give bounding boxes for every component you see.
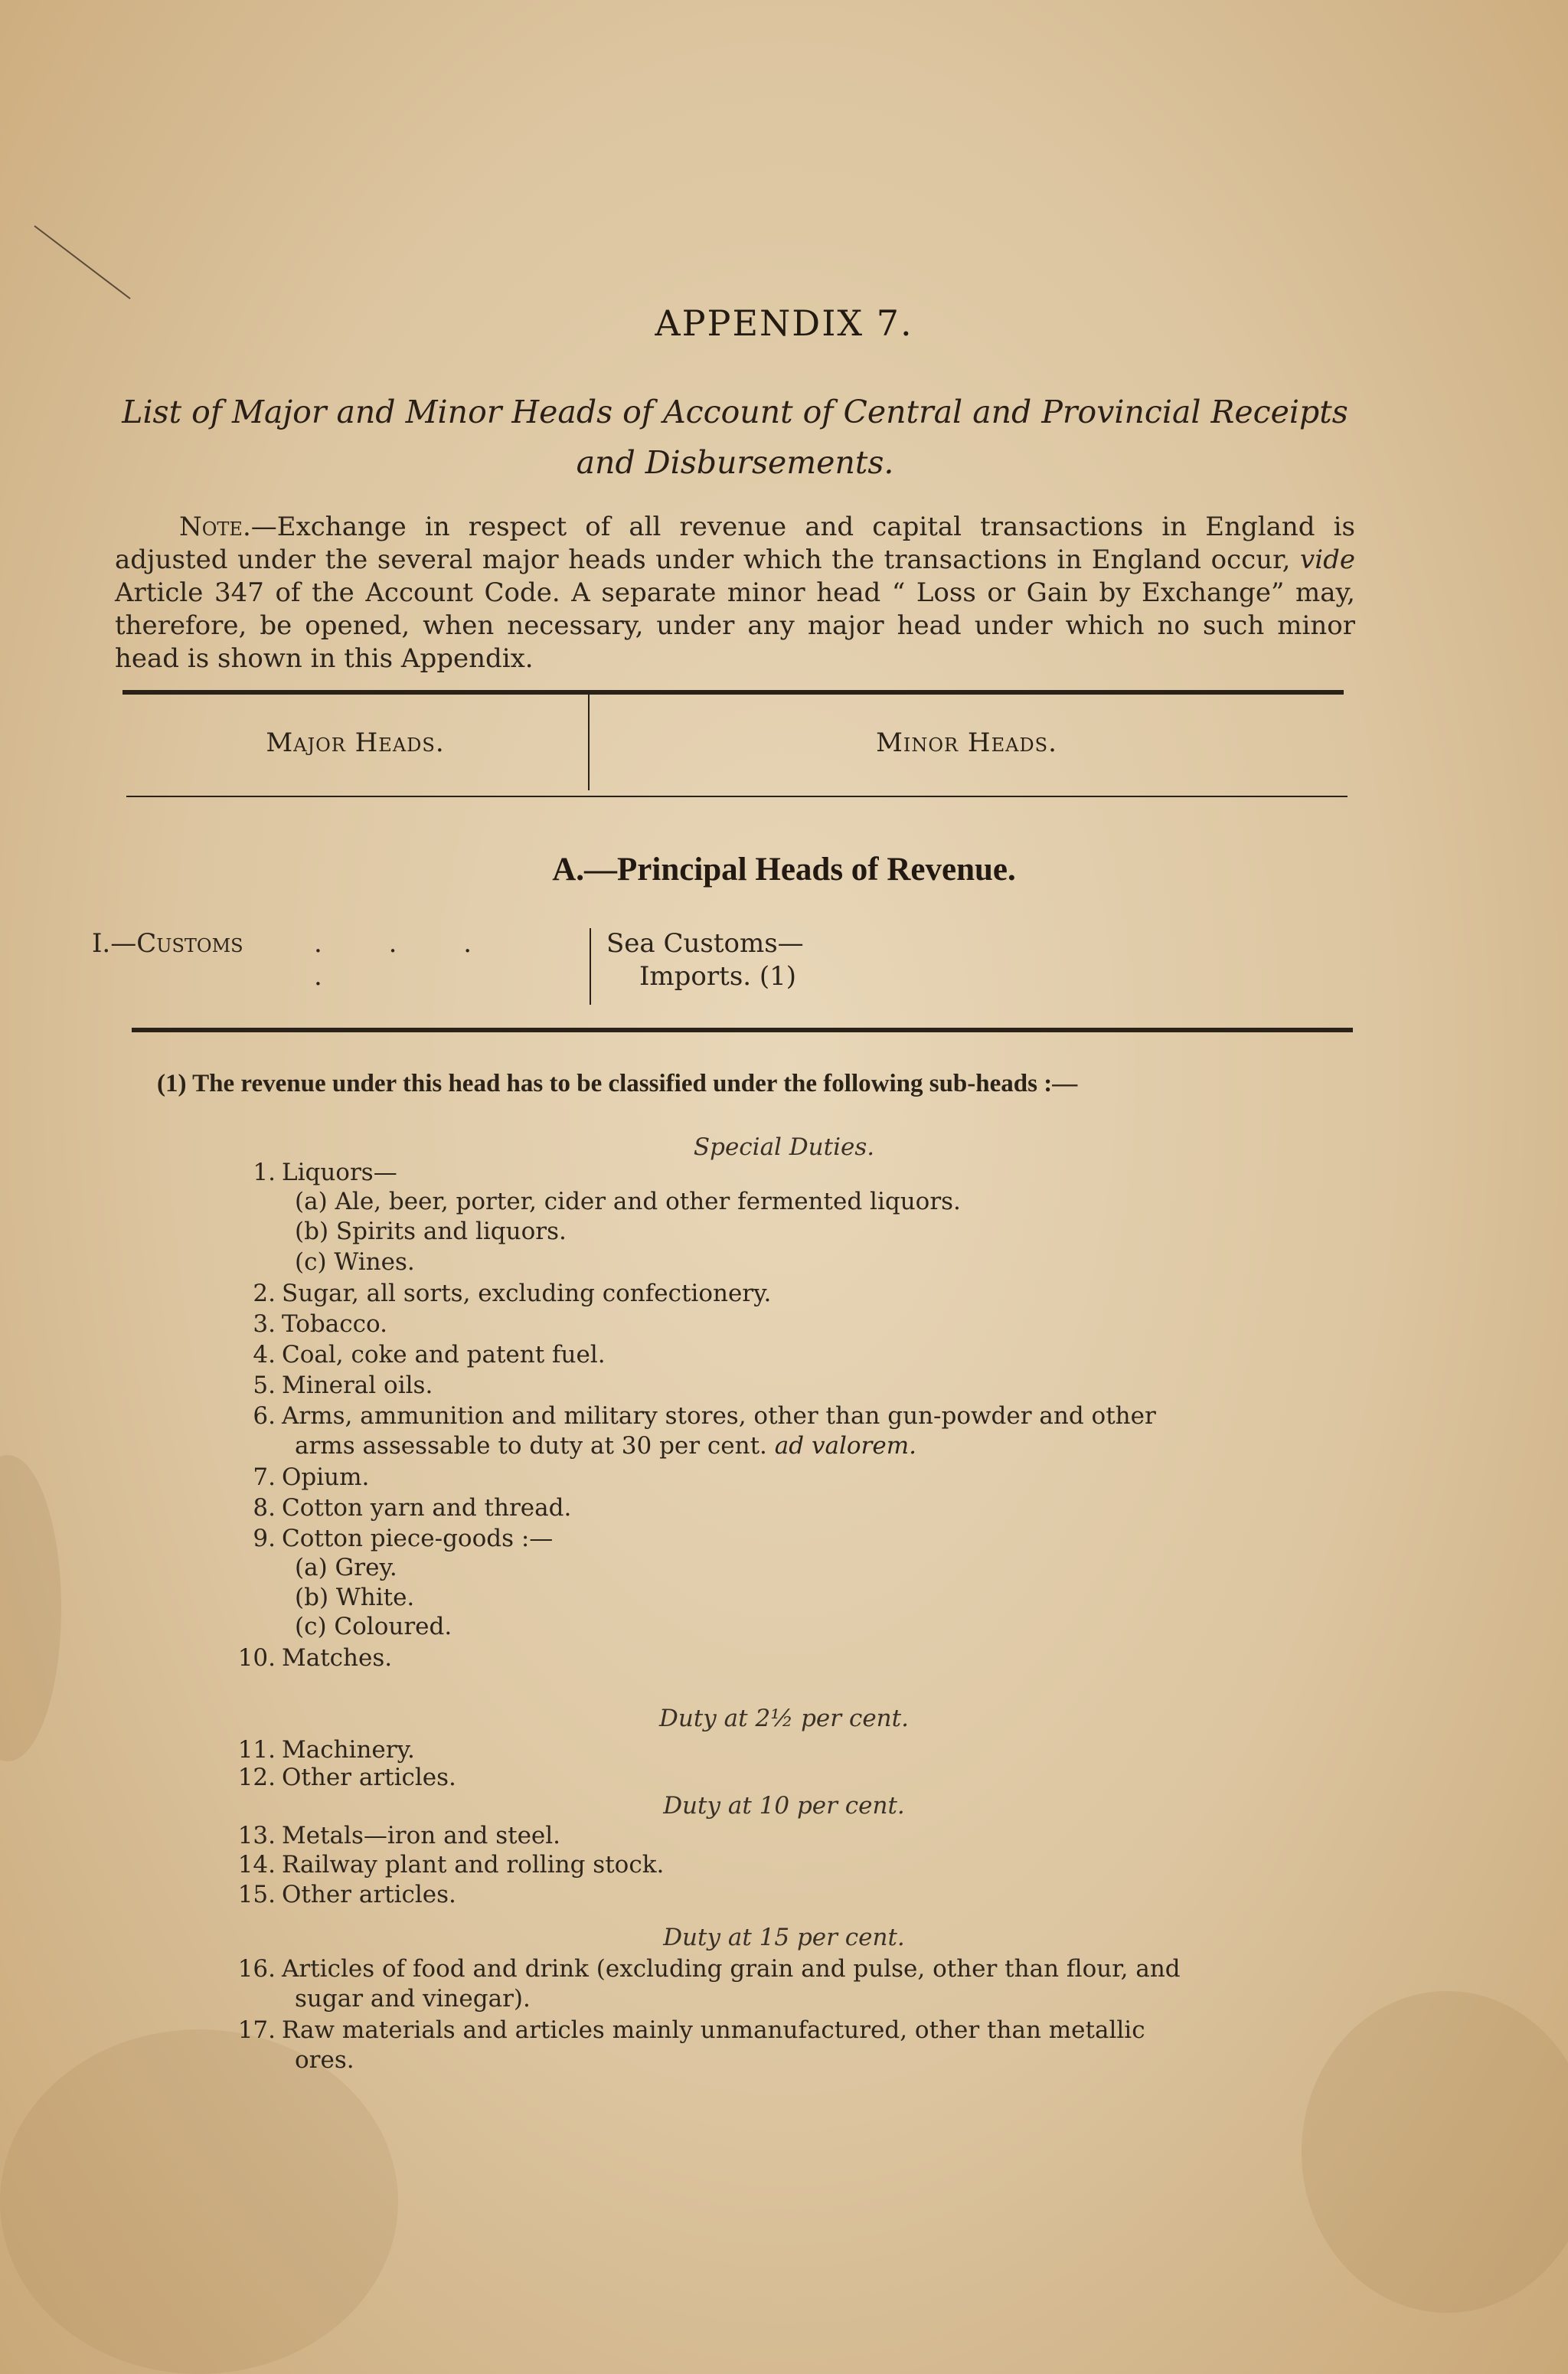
list-item-continuation: arms assessable to duty at 30 per cent. ad valorem. [295, 1432, 916, 1460]
appendix-subtitle [115, 387, 1355, 488]
subtitle-line-1: List of Major and Minor Heads of Account of Central and Provincial Receipts [122, 394, 1348, 430]
list-item: 6. Arms, ammunition and military stores, other than gun-powder and other [253, 1402, 1156, 1430]
note-text-2: Article 347 of the Account Code. A separate minor head “ Loss or Gain by Exchange” may, therefore, be opened, when necessary, under any major head under which no such minor head is shown in this Appendix. [115, 577, 1355, 674]
note-label: Note [179, 512, 243, 542]
list-item: 17. Raw materials and articles mainly unmanufactured, other than metallic [237, 2016, 1145, 2044]
subtitle-line-2: and Disbursements. [576, 444, 894, 481]
list-item: 1. Liquors— [253, 1159, 397, 1186]
list-item: 5. Mineral oils. [253, 1372, 433, 1399]
header-bottom-rule [126, 796, 1348, 797]
major-head-customs [92, 927, 567, 992]
list-item: 16. Articles of food and drink (excluding grain and pulse, other than flour, and [237, 1955, 1181, 1983]
stain [0, 2029, 398, 2374]
subhead-special-duties: Special Duties. [693, 1133, 875, 1161]
major-heads-header: Major Heads. [266, 728, 445, 758]
list-subitem: (a) Grey. [295, 1554, 397, 1581]
appendix-title: APPENDIX 7. [655, 302, 913, 344]
list-item: 8. Cotton yarn and thread. [253, 1494, 572, 1522]
list-item: 12. Other articles. [237, 1764, 456, 1791]
subhead-duty-10: Duty at 10 per cent. [663, 1792, 905, 1820]
list-item: 2. Sugar, all sorts, excluding confectionery. [253, 1280, 772, 1307]
minor-head-imports: Imports. (1) [639, 961, 797, 992]
footnote-intro: (1) The revenue under this head has to be classified under the following sub-heads :— [157, 1070, 1078, 1097]
list-subitem: (a) Ale, beer, porter, cider and other fermented liquors. [295, 1188, 961, 1215]
stain [1302, 1991, 1568, 2313]
minor-head-sea-customs: Sea Customs— [606, 928, 804, 959]
list-item: 7. Opium. [253, 1463, 370, 1491]
list-item: 15. Other articles. [237, 1881, 456, 1908]
list-item: 4. Coal, coke and patent fuel. [253, 1341, 606, 1368]
pencil-mark [31, 222, 138, 306]
list-subitem: (b) Spirits and liquors. [295, 1218, 567, 1245]
subhead-duty-2-5: Duty at 2½ per cent. [659, 1705, 909, 1732]
list-subitem: (b) White. [295, 1584, 415, 1611]
list-item: 9. Cotton piece-goods :— [253, 1525, 554, 1552]
list-subitem: (c) Coloured. [295, 1613, 452, 1640]
header-top-rule [122, 690, 1344, 695]
note-paragraph [115, 511, 1355, 675]
list-item: 13. Metals—iron and steel. [237, 1822, 561, 1849]
section-title: A.—Principal Heads of Revenue. [552, 852, 1016, 888]
list-subitem: (c) Wines. [295, 1248, 415, 1276]
list-item: 14. Railway plant and rolling stock. [237, 1851, 665, 1879]
minor-heads-header: Minor Heads. [876, 728, 1057, 758]
list-item: 3. Tobacco. [253, 1310, 387, 1338]
list-item-continuation: ores. [295, 2046, 354, 2074]
note-text-1: .—Exchange in respect of all revenue and capital transactions in England is adjusted under the several major heads under which the transactions in England occur, [115, 512, 1355, 575]
list-item-continuation: sugar and vinegar). [295, 1985, 531, 2013]
major-head-label: I.—Customs [92, 928, 243, 959]
leader-dots: . . . . [314, 928, 501, 992]
list-item: 11. Machinery. [237, 1736, 415, 1764]
list-item: 10. Matches. [237, 1644, 393, 1672]
section-bottom-rule [132, 1028, 1353, 1032]
note-vide: vide [1300, 544, 1355, 575]
subhead-duty-15: Duty at 15 per cent. [663, 1924, 905, 1951]
row-divider [590, 928, 591, 1005]
